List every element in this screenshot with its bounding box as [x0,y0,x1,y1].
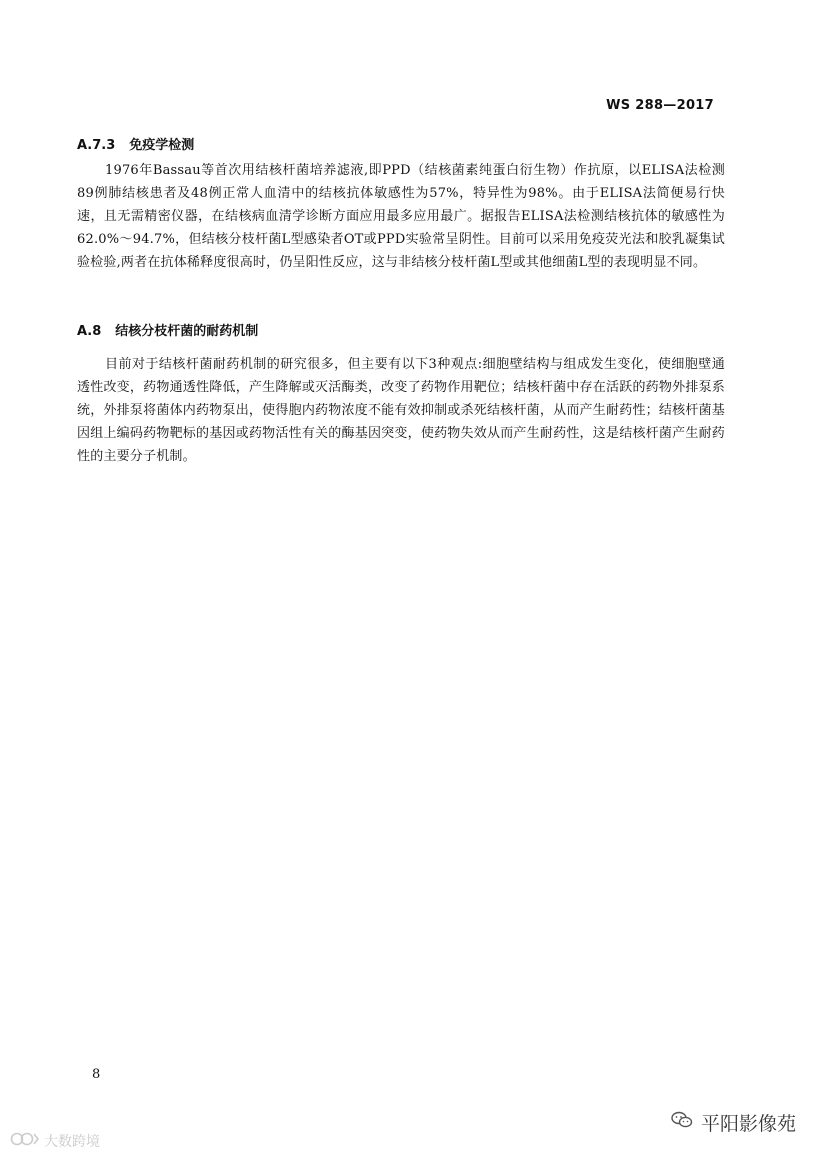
brand-logo-icon [10,1131,40,1151]
watermark-left [10,1131,100,1151]
wechat-icon [671,1111,693,1134]
standard-code: WS 288—2017 [606,98,714,113]
watermark-right-text: 平阳影像苑 [700,1113,796,1135]
section-heading-a8 [77,320,258,339]
section-heading-a73 [77,134,194,153]
page-number: 8 [92,1067,101,1082]
section-title: 结核分枝杆菌的耐药机制 [115,324,259,339]
section-title: 免疫学检测 [129,138,195,153]
section-number: A.7.3 [77,138,116,153]
watermark-left-text: 大数跨境 [44,1134,100,1150]
section-number: A.8 [77,324,102,339]
section-paragraph-a8: 目前对于结核杆菌耐药机制的研究很多，但主要有以下3种观点:细胞壁结构与组成发生变化，使细胞壁通透性改变，药物通透性降低，产生降解或灭活酶类，改变了药物作用靶位；结核杆菌中存在活跃的药物外排泵系统，外排泵将菌体内药物泵出，使得胞内药物浓度不能有效抑制或杀死结核杆菌，从而产生耐药性；结核杆菌基因组上编码药物靶标的基因或药物活性有关的酶基因突变，使药物失效从而产生耐药性，这是结核杆菌产生耐药性的主要分子机制。 [77,357,725,464]
section-paragraph-a73: 1976年Bassau等首次用结核杆菌培养滤液,即PPD（结核菌素纯蛋白衍生物）作抗原，以ELISA法检测89例肺结核患者及48例正常人血清中的结核抗体敏感性为57%，特异性为98%。由于ELISA法简便易行快速，且无需精密仪器，在结核病血清学诊断方面应用最多应用最广。据报告ELISA法检测结核抗体的敏感性为62.0%～94.7%，但结核分枝杆菌L型感染者OT或PPD实验常呈阴性。目前可以采用免疫荧光法和胶乳凝集试验检验,两者在抗体稀释度很高时，仍呈阳性反应，这与非结核分枝杆菌L型或其他细菌L型的表现明显不同。 [77,163,725,270]
watermark-right [671,1109,796,1136]
